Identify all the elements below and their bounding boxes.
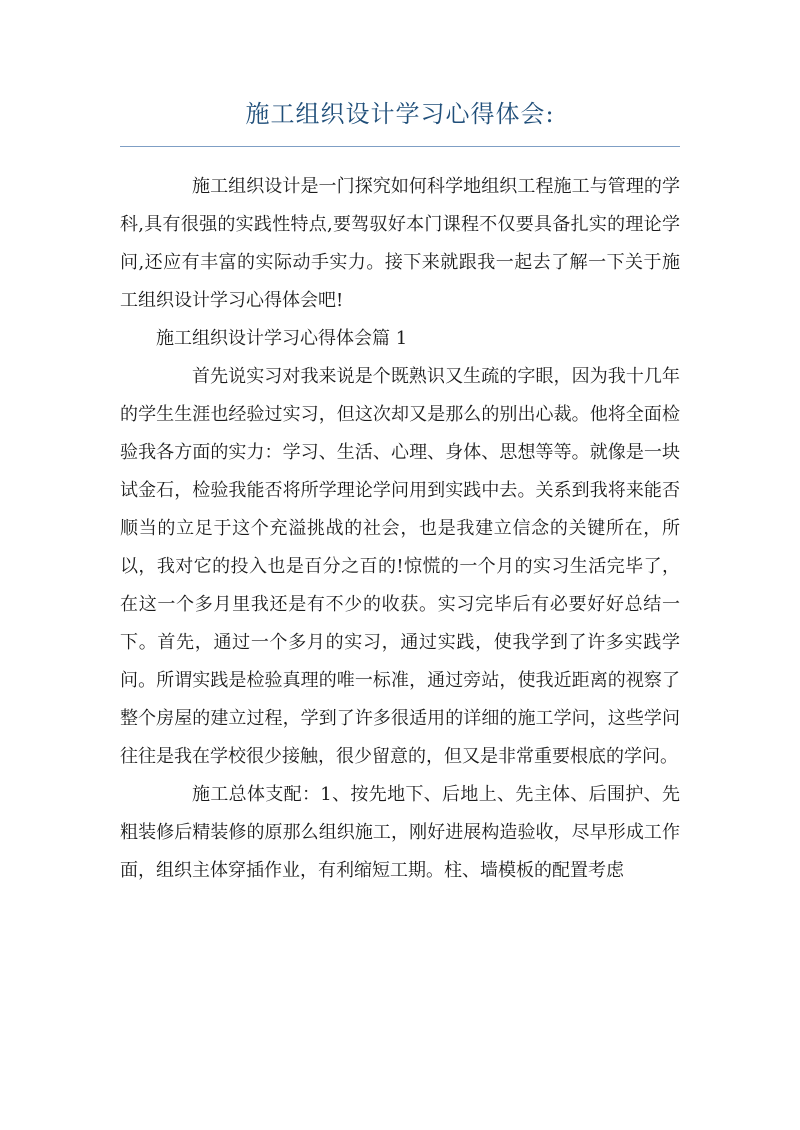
title-underline (120, 146, 680, 147)
document-title: 施工组织设计学习心得体会: (245, 100, 555, 128)
section-heading: 施工组织设计学习心得体会篇 1 (156, 328, 408, 349)
body-paragraph: 施工总体支配：1、按先地下、后地上、先主体、后围护、先粗装修后精装修的原那么组织施工，刚好进展构造验收，尽早形成工作面，组织主体穿插作业，有利缩短工期。柱、墙模板的配置考虑 (120, 784, 680, 881)
document-body (120, 168, 680, 890)
intro-paragraph: 施工组织设计是一门探究如何科学地组织工程施工与管理的学科,具有很强的实践性特点,要驾驭好本门课程不仅要具备扎实的理论学问,还应有丰富的实际动手实力。接下来就跟我一起去了解一下关于施工组织设计学习心得体会吧! (120, 176, 680, 311)
body-paragraph: 首先说实习对我来说是个既熟识又生疏的字眼，因为我十几年的学生生涯也经验过实习，但这次却又是那么的别出心裁。他将全面检验我各方面的实力：学习、生活、心理、身体、思想等等。就像是一块试金石，检验我能否将所学理论学问用到实践中去。关系到我将来能否顺当的立足于这个充溢挑战的社会，也是我建立信念的关键所在，所以，我对它的投入也是百分之百的!惊慌的一个月的实习生活完毕了，在这一个多月里我还是有不少的收获。实习完毕后有必要好好总结一下。首先，通过一个多月的实习，通过实践，使我学到了许多实践学问。所谓实践是检验真理的唯一标准，通过旁站，使我近距离的视察了整个房屋的建立过程，学到了许多很适用的详细的施工学问，这些学问往往是我在学校很少接触，很少留意的，但又是非常重要根底的学问。 (120, 366, 680, 767)
